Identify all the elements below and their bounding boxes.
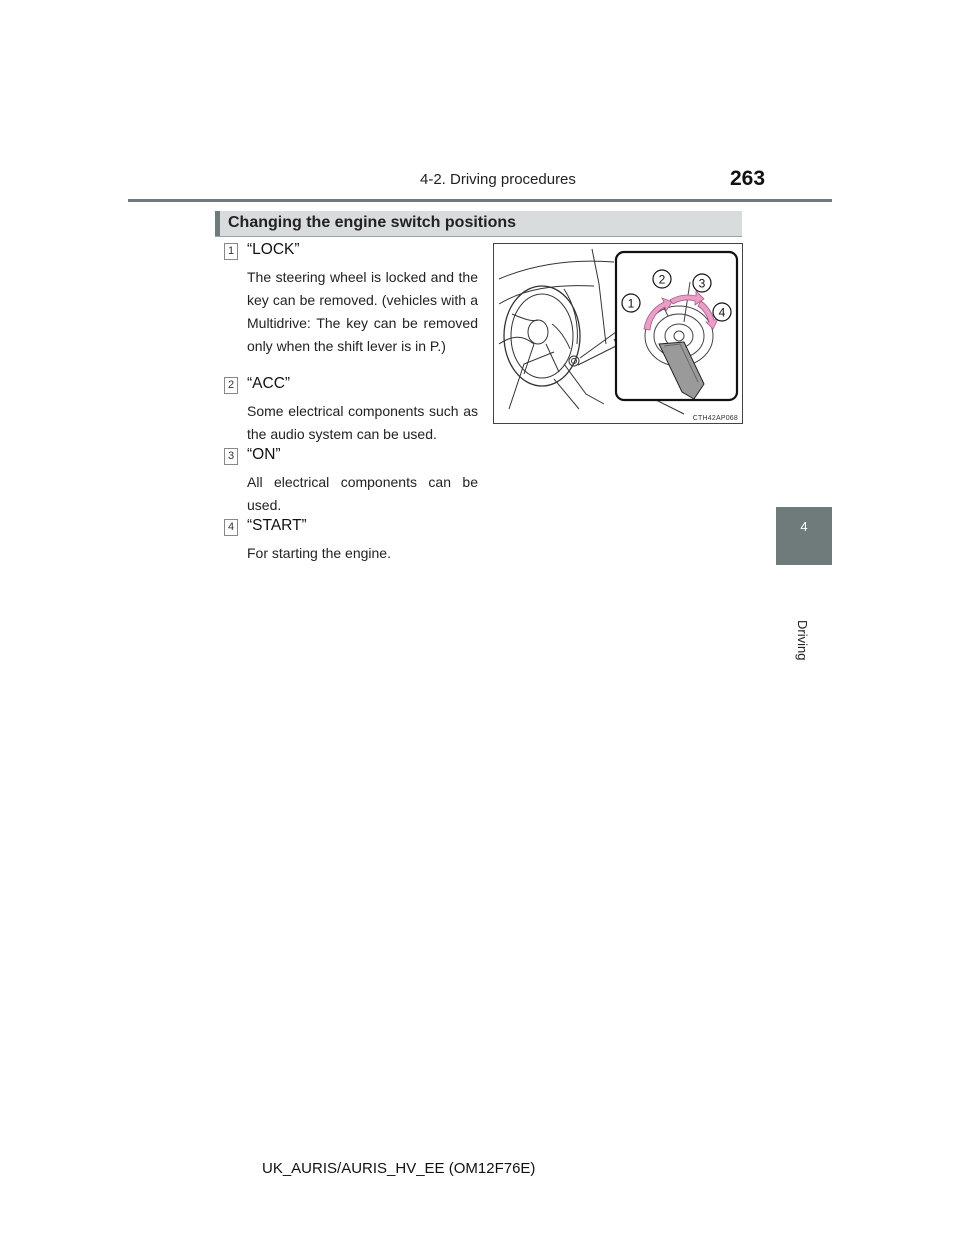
header-rule	[128, 199, 832, 202]
item-number-1: 1	[224, 243, 238, 260]
callout-2: 2	[658, 272, 666, 287]
page-number: 263	[730, 167, 766, 190]
section-underline	[215, 236, 742, 237]
figure-code: CTH42AP068	[692, 415, 738, 422]
item-number-3: 3	[224, 448, 238, 465]
ignition-figure	[493, 243, 743, 424]
chapter-label: Driving	[795, 620, 810, 661]
callout-1: 1	[627, 296, 635, 311]
chapter-tab[interactable]	[776, 507, 832, 565]
callout-3: 3	[698, 276, 706, 291]
item-title-on: “ON”	[247, 446, 281, 463]
item-title-acc: “ACC”	[247, 375, 291, 392]
item-number-4: 4	[224, 519, 238, 536]
footer-doc-id: UK_AURIS/AURIS_HV_EE (OM12F76E)	[262, 1160, 536, 1177]
section-heading-bar	[215, 211, 742, 236]
section-title: Changing the engine switch positions	[228, 214, 517, 231]
chapter-number: 4	[800, 519, 808, 534]
item-description-lock: The steering wheel is locked and the key can be removed. (vehicles with a Multidrive: The key can be removed only when the shift lever is in P.)	[247, 269, 478, 354]
item-description-start: For starting the engine.	[247, 545, 391, 561]
chapter-label-container	[794, 572, 814, 661]
item-description-acc: Some electrical components such as the audio system can be used.	[247, 403, 478, 442]
callout-4: 4	[718, 305, 726, 320]
item-description-on: All electrical components can be used.	[247, 474, 478, 513]
item-title-start: “START”	[247, 517, 307, 534]
item-title-lock: “LOCK”	[247, 241, 300, 258]
item-number-2: 2	[224, 377, 238, 394]
running-header-section: 4-2. Driving procedures	[420, 171, 576, 188]
ignition-key-illustration	[494, 244, 742, 423]
